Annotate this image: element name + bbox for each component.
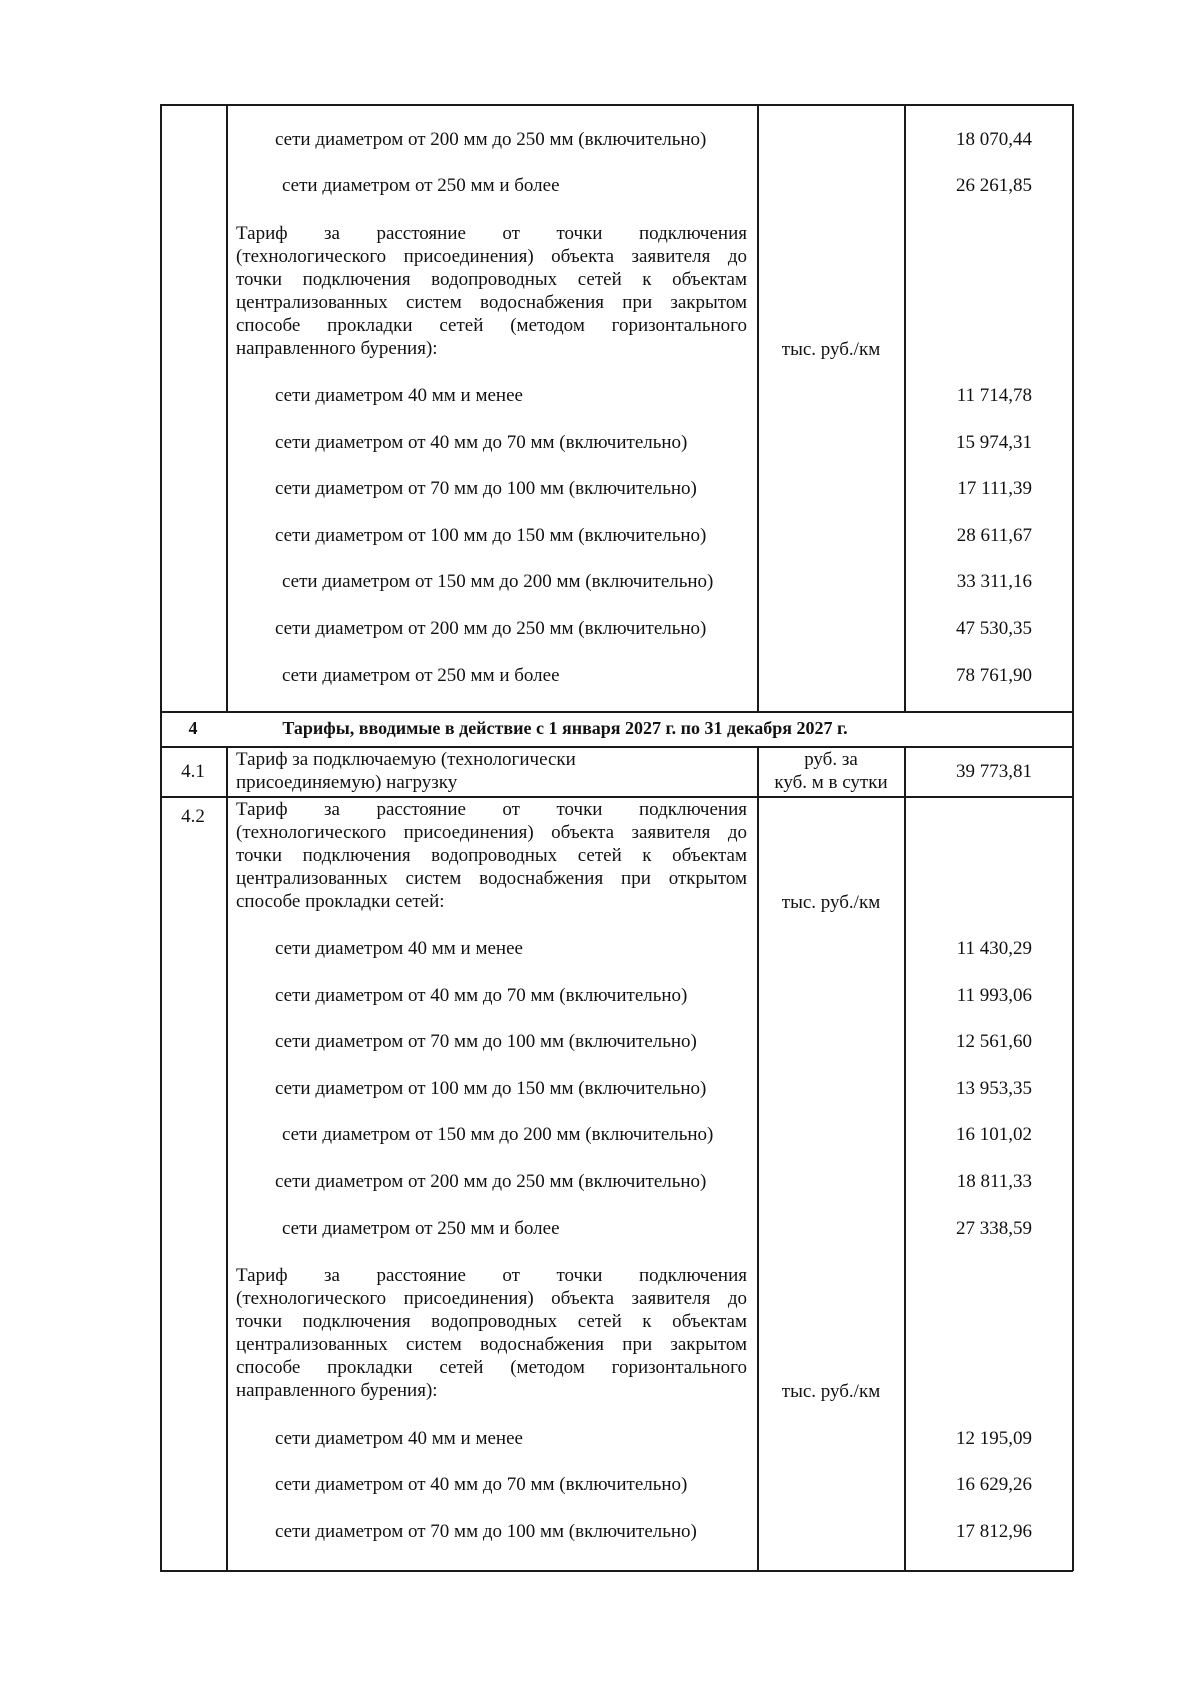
list-item-value: 28 611,67 <box>956 525 1032 546</box>
list-item-label: сети диаметром от 40 мм до 70 мм (включительно) <box>275 985 688 1006</box>
list-item-value: 47 530,35 <box>956 618 1032 639</box>
row-number: 4.1 <box>181 761 205 782</box>
row-label-line: Тариф за подключаемую (технологически <box>236 749 576 770</box>
section-number: 4 <box>188 718 198 738</box>
paragraph-line: Тариф за расстояние от точки подключения <box>236 799 747 820</box>
list-item-label: сети диаметром от 40 мм до 70 мм (включительно) <box>275 432 688 453</box>
list-item-label: сети диаметром от 250 мм и более <box>282 665 560 686</box>
list-item-value: 27 338,59 <box>956 1218 1032 1239</box>
col-divider-2-upper <box>757 104 759 712</box>
list-item-label: сети диаметром от 250 мм и более <box>282 175 560 196</box>
list-item-value: 18 070,44 <box>956 129 1032 150</box>
paragraph-line: способе прокладки сетей (методом горизонтального <box>236 1357 747 1378</box>
list-item-value: 12 561,60 <box>956 1031 1032 1052</box>
paragraph-closed-method <box>236 1264 747 1402</box>
list-item-value: 26 261,85 <box>956 175 1032 196</box>
table-left-border <box>160 104 162 1571</box>
list-item-label: сети диаметром от 200 мм до 250 мм (включительно) <box>275 1171 707 1192</box>
list-item-value: 78 761,90 <box>956 665 1032 686</box>
list-item-value: 33 311,16 <box>956 571 1032 592</box>
col-divider-1-lower <box>226 746 228 1571</box>
section-title: Тарифы, вводимые в действие с 1 января 2027 г. по 31 декабря 2027 г. <box>282 718 848 738</box>
list-item-value: 11 993,06 <box>956 985 1032 1006</box>
list-item-label: сети диаметром от 100 мм до 150 мм (включительно) <box>275 525 707 546</box>
row-label <box>236 748 576 794</box>
paragraph-line: способе прокладки сетей (методом горизонтального <box>236 315 747 336</box>
list-item-label: сети диаметром 40 мм и менее <box>275 1428 523 1449</box>
paragraph-line: Тариф за расстояние от точки подключения <box>236 1265 747 1286</box>
unit-label: тыс. руб./км <box>781 339 881 360</box>
paragraph-line: точки подключения водопроводных сетей к объектам <box>236 1311 747 1332</box>
paragraph-line: (технологического присоединения) объекта заявителя до <box>236 1288 747 1309</box>
list-item-label: сети диаметром от 150 мм до 200 мм (включительно) <box>282 1124 714 1145</box>
unit-label-line: куб. м в сутки <box>774 772 888 793</box>
list-item-label: сети диаметром от 40 мм до 70 мм (включительно) <box>275 1474 688 1495</box>
unit-label <box>757 748 905 794</box>
list-item-value: 13 953,35 <box>956 1078 1032 1099</box>
list-item-label: сети диаметром от 100 мм до 150 мм (включительно) <box>275 1078 707 1099</box>
list-item-value: 17 812,96 <box>956 1521 1032 1542</box>
list-item-value: 16 629,26 <box>956 1474 1032 1495</box>
unit-label: тыс. руб./км <box>781 892 881 913</box>
paragraph-line: (технологического присоединения) объекта заявителя до <box>236 246 747 267</box>
paragraph-line: направленного бурения): <box>236 1380 438 1401</box>
paragraph-line: централизованных систем водоснабжения при закрытом <box>236 292 747 313</box>
paragraph-open-method <box>236 798 747 913</box>
paragraph-line: (технологического присоединения) объекта заявителя до <box>236 822 747 843</box>
row-number: 4.2 <box>181 806 205 827</box>
unit-label: тыс. руб./км <box>781 1381 881 1402</box>
table-bottom-border <box>160 1570 1073 1572</box>
list-item-label: сети диаметром от 70 мм до 100 мм (включительно) <box>275 478 697 499</box>
unit-label-line: руб. за <box>804 749 858 770</box>
table-right-border <box>1072 104 1074 1571</box>
table-top-border <box>160 104 1073 106</box>
list-item-value: 16 101,02 <box>956 1124 1032 1145</box>
list-item-value: 17 111,39 <box>957 478 1032 499</box>
list-item-label: сети диаметром от 70 мм до 100 мм (включительно) <box>275 1521 697 1542</box>
list-item-value: 11 714,78 <box>956 385 1032 406</box>
paragraph-line: централизованных систем водоснабжения при закрытом <box>236 1334 747 1355</box>
list-item-value: 18 811,33 <box>956 1171 1032 1192</box>
list-item-label: сети диаметром от 250 мм и более <box>282 1218 560 1239</box>
list-item-value: 11 430,29 <box>956 938 1032 959</box>
list-item-label: сети диаметром от 150 мм до 200 мм (включительно) <box>282 571 714 592</box>
paragraph-line: точки подключения водопроводных сетей к объектам <box>236 845 747 866</box>
paragraph-line: способе прокладки сетей: <box>236 891 445 912</box>
paragraph-line: централизованных систем водоснабжения при открытом <box>236 868 747 889</box>
paragraph-line: точки подключения водопроводных сетей к объектам <box>236 269 747 290</box>
list-item-label: сети диаметром 40 мм и менее <box>275 385 523 406</box>
list-item-label: сети диаметром от 200 мм до 250 мм (включительно) <box>275 129 707 150</box>
row-label-line: присоединяемую) нагрузку <box>236 772 458 793</box>
list-item-value: 12 195,09 <box>956 1428 1032 1449</box>
col-divider-2-lower <box>757 746 759 1571</box>
col-divider-1-upper <box>226 104 228 712</box>
paragraph-line: направленного бурения): <box>236 338 438 359</box>
row-value: 39 773,81 <box>956 761 1032 782</box>
list-item-label: сети диаметром 40 мм и менее <box>275 938 523 959</box>
list-item-label: сети диаметром от 200 мм до 250 мм (включительно) <box>275 618 707 639</box>
paragraph-line: Тариф за расстояние от точки подключения <box>236 223 747 244</box>
paragraph-closed-method <box>236 222 747 360</box>
section4-top-border <box>160 711 1073 713</box>
list-item-label: сети диаметром от 70 мм до 100 мм (включительно) <box>275 1031 697 1052</box>
list-item-value: 15 974,31 <box>956 432 1032 453</box>
